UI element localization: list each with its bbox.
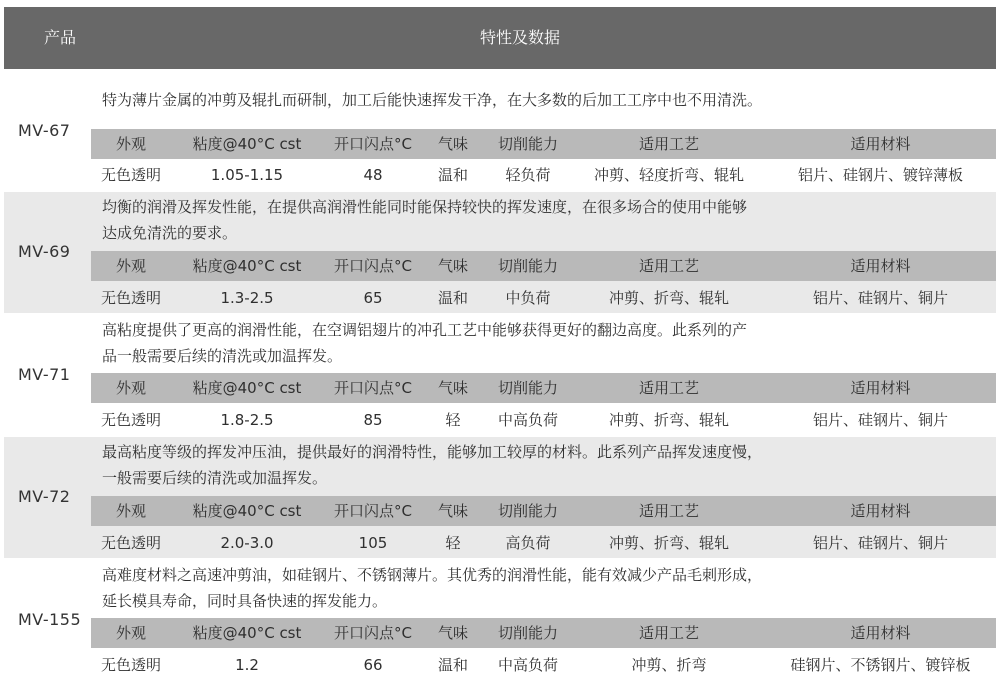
product-description (102, 194, 986, 246)
property-header-row (91, 251, 996, 281)
val-flash-point: 65 (363, 289, 383, 307)
val-appearance: 无色透明 (100, 411, 161, 429)
col-odor: 气味 (437, 257, 468, 275)
product-name: MV-71 (18, 365, 71, 384)
product-name: MV-72 (18, 487, 71, 506)
col-material: 适用材料 (850, 135, 911, 153)
val-flash-point: 48 (363, 166, 383, 184)
property-header-row (91, 373, 996, 403)
val-flash-point: 66 (363, 656, 383, 674)
col-odor: 气味 (437, 135, 468, 153)
description-line: 高粘度提供了更高的润滑性能，在空调铝翅片的冲孔工艺中能够获得更好的翻边高度。此系列的产 (102, 321, 748, 339)
col-odor: 气味 (437, 502, 468, 520)
property-header-row (91, 618, 996, 648)
product-block-mv72 (4, 437, 996, 558)
col-viscosity: 粘度@40°C cst (192, 135, 302, 153)
property-value-row (91, 650, 996, 680)
property-value-row (91, 405, 996, 435)
col-odor: 气味 (437, 379, 468, 397)
val-cutting-capacity: 轻负荷 (505, 166, 551, 184)
val-odor: 轻 (445, 411, 461, 429)
val-process: 冲剪、折弯 (631, 656, 707, 674)
product-block-mv71 (4, 315, 996, 435)
val-material: 硅钢片、不锈钢片、镀锌板 (790, 656, 971, 674)
val-cutting-capacity: 高负荷 (505, 534, 551, 552)
property-header-row (91, 496, 996, 526)
val-appearance: 无色透明 (100, 534, 161, 552)
col-cutting-capacity: 切削能力 (497, 502, 558, 520)
val-cutting-capacity: 中负荷 (505, 289, 551, 307)
col-process: 适用工艺 (638, 379, 699, 397)
description-line: 一般需要后续的清洗或加温挥发。 (102, 469, 328, 487)
col-flash-point: 开口闪点°C (334, 257, 412, 275)
val-material: 铝片、硅钢片、镀锌薄板 (797, 166, 963, 184)
val-cutting-capacity: 中高负荷 (497, 411, 558, 429)
val-viscosity: 1.8-2.5 (220, 411, 274, 429)
col-appearance: 外观 (115, 502, 146, 520)
val-appearance: 无色透明 (100, 166, 161, 184)
col-cutting-capacity: 切削能力 (497, 624, 558, 642)
val-odor: 轻 (445, 534, 461, 552)
product-block-mv155 (4, 560, 996, 682)
col-appearance: 外观 (115, 135, 146, 153)
col-material: 适用材料 (850, 624, 911, 642)
col-flash-point: 开口闪点°C (334, 135, 412, 153)
val-viscosity: 2.0-3.0 (220, 534, 274, 552)
product-description (102, 317, 986, 369)
col-cutting-capacity: 切削能力 (497, 379, 558, 397)
col-viscosity: 粘度@40°C cst (192, 379, 302, 397)
product-block-mv67 (4, 71, 996, 190)
val-flash-point: 105 (358, 534, 388, 552)
val-process: 冲剪、折弯、辊轧 (608, 289, 729, 307)
description-line: 达成免清洗的要求。 (102, 224, 238, 242)
col-appearance: 外观 (115, 624, 146, 642)
col-material: 适用材料 (850, 257, 911, 275)
col-process: 适用工艺 (638, 502, 699, 520)
val-process: 冲剪、折弯、辊轧 (608, 534, 729, 552)
property-value-row (91, 283, 996, 313)
description-line: 均衡的润滑及挥发性能，在提供高润滑性能同时能保持较快的挥发速度，在很多场合的使用中能够 (102, 198, 748, 216)
property-value-row (91, 528, 996, 558)
description-line: 特为薄片金属的冲剪及辊扎而研制，加工后能快速挥发干净，在大多数的后加工工序中也不用清洗。 (102, 91, 763, 109)
val-material: 铝片、硅钢片、铜片 (812, 411, 948, 429)
val-flash-point: 85 (363, 411, 383, 429)
val-process: 冲剪、轻度折弯、辊轧 (593, 166, 744, 184)
col-flash-point: 开口闪点°C (334, 624, 412, 642)
col-process: 适用工艺 (638, 257, 699, 275)
property-header-row (91, 129, 996, 159)
col-cutting-capacity: 切削能力 (497, 135, 558, 153)
col-cutting-capacity: 切削能力 (497, 257, 558, 275)
product-name: MV-69 (18, 242, 71, 261)
product-name: MV-67 (18, 121, 71, 140)
val-material: 铝片、硅钢片、铜片 (812, 534, 948, 552)
val-cutting-capacity: 中高负荷 (497, 656, 558, 674)
col-appearance: 外观 (115, 257, 146, 275)
col-process: 适用工艺 (638, 135, 699, 153)
product-name: MV-155 (18, 610, 82, 629)
description-line: 高难度材料之高速冲剪油，如硅钢片、不锈钢薄片。其优秀的润滑性能，能有效减少产品毛刺形成， (102, 566, 763, 584)
col-flash-point: 开口闪点°C (334, 379, 412, 397)
product-block-mv69 (4, 192, 996, 313)
col-viscosity: 粘度@40°C cst (192, 257, 302, 275)
col-process: 适用工艺 (638, 624, 699, 642)
description-line: 延长模具寿命，同时具备快速的挥发能力。 (102, 592, 388, 610)
product-description (102, 439, 986, 491)
val-viscosity: 1.05-1.15 (210, 166, 284, 184)
val-process: 冲剪、折弯、辊轧 (608, 411, 729, 429)
val-viscosity: 1.2 (235, 656, 259, 674)
val-odor: 温和 (437, 166, 468, 184)
product-description (102, 562, 986, 614)
product-description (102, 87, 986, 113)
property-value-row (91, 160, 996, 190)
col-viscosity: 粘度@40°C cst (192, 502, 302, 520)
col-material: 适用材料 (850, 379, 911, 397)
val-material: 铝片、硅钢片、铜片 (812, 289, 948, 307)
val-appearance: 无色透明 (100, 289, 161, 307)
val-odor: 温和 (437, 289, 468, 307)
header-specs-label: 特性及数据 (479, 28, 560, 47)
col-odor: 气味 (437, 624, 468, 642)
val-appearance: 无色透明 (100, 656, 161, 674)
description-line: 品一般需要后续的清洗或加温挥发。 (102, 347, 343, 365)
header-product-label: 产品 (44, 28, 77, 47)
val-odor: 温和 (437, 656, 468, 674)
col-appearance: 外观 (115, 379, 146, 397)
col-material: 适用材料 (850, 502, 911, 520)
col-flash-point: 开口闪点°C (334, 502, 412, 520)
table-header (4, 7, 996, 69)
col-viscosity: 粘度@40°C cst (192, 624, 302, 642)
val-viscosity: 1.3-2.5 (220, 289, 274, 307)
description-line: 最高粘度等级的挥发冲压油，提供最好的润滑特性，能够加工较厚的材料。此系列产品挥发速度慢， (102, 443, 763, 461)
